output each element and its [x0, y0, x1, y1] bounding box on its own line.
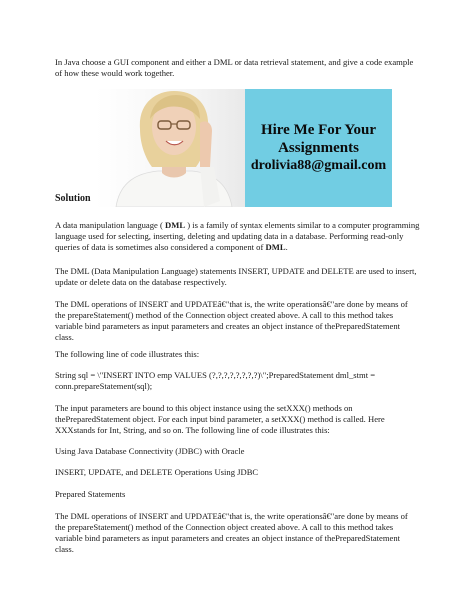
advert-panel [245, 89, 392, 207]
advert-banner [96, 89, 392, 207]
p1-dml-bold-2: DML [265, 242, 286, 252]
woman-portrait-image [96, 89, 245, 207]
paragraph-prepared-statements: Prepared Statements [55, 489, 126, 499]
paragraph-dml-operations: The DML operations of INSERT and UPDATEâ€"that is, the write operationsâ€"are done by means of the prepareStatement() method of the Connection object created above. A call to this method takes variable bind parameters as input parameters and creates an object instance of thePreparedStatement class. [55, 299, 408, 342]
paragraph-jdbc-oracle: Using Java Database Connectivity (JDBC) with Oracle [55, 446, 245, 456]
advert-email: drolivia88@gmail.com [250, 157, 387, 173]
p1-text-c: . [285, 242, 288, 252]
p1-dml-bold: DML [165, 220, 186, 230]
solution-heading: Solution [55, 193, 91, 204]
paragraph-dml-statements: The DML (Data Manipulation Language) statements INSERT, UPDATE and DELETE are used to insert, update or delete data on the database respectively. [55, 266, 417, 287]
advert-line-2: Assignments [278, 139, 359, 156]
paragraph-dml-definition [55, 220, 420, 253]
paragraph-jdbc-operations: INSERT, UPDATE, and DELETE Operations Using JDBC [55, 467, 259, 477]
p1-text-b: ) is a family of syntax elements similar to a computer programming language used for selecting, inserting, deleting and updating data in a database. Performing read-only queries of data is sometimes also considered a component of [55, 220, 420, 252]
paragraph-code-sample: String sql = \"INSERT INTO emp VALUES (?,?,?,?,?,?,?,?)\";PreparedStatement dml_stmt = conn.prepareStatement(sql); [55, 370, 376, 391]
question-text: In Java choose a GUI component and either a DML or data retrieval statement, and give a code example of how these would work together. [55, 57, 414, 78]
paragraph-input-parameters: The input parameters are bound to this object instance using the setXXX() methods on thePreparedStatement object. For each input bind parameter, a setXXX() method is called. Here XXXstands for Int, String, and so on. The following line of code illustrates this: [55, 403, 385, 435]
advert-line-1: Hire Me For Your [260, 121, 377, 138]
p1-text-a: A data manipulation language ( [55, 220, 166, 230]
paragraph-code-intro: The following line of code illustrates this: [55, 349, 200, 359]
woman-photo [96, 89, 245, 207]
paragraph-dml-operations-repeat: The DML operations of INSERT and UPDATEâ€"that is, the write operationsâ€"are done by means of the prepareStatement() method of the Connection object created above. A call to this method takes variable bind parameters as input parameters and creates an object instance of thePreparedStatement class. [55, 511, 408, 554]
